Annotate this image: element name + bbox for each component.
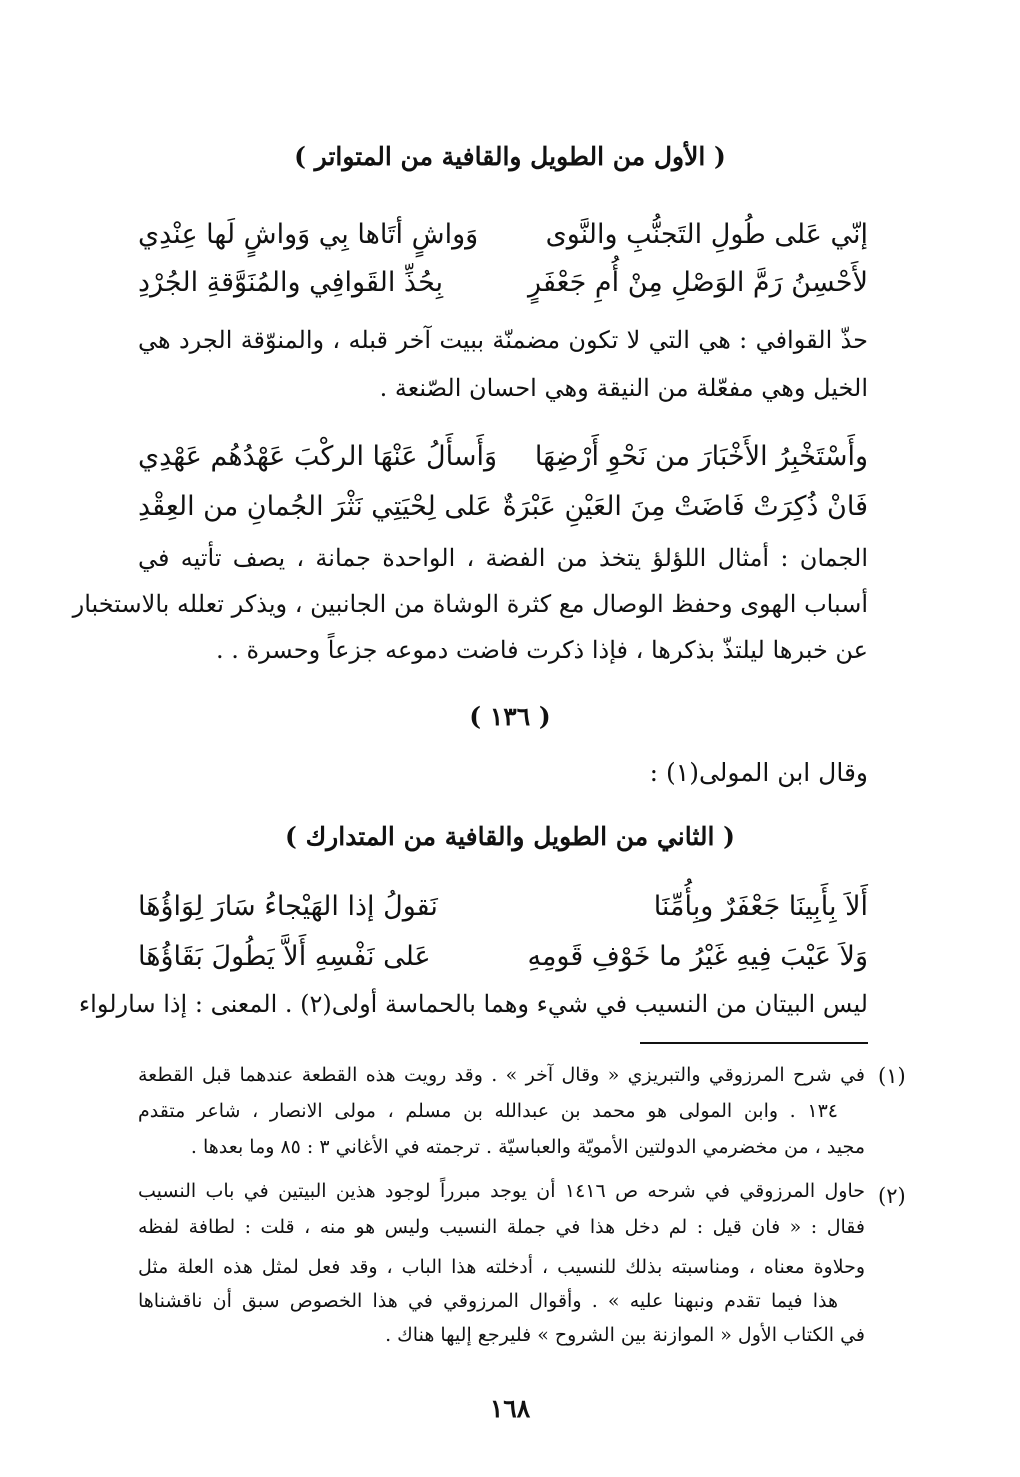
verse-line [138, 484, 868, 528]
verse-line [138, 260, 868, 304]
commentary-line: أسباب الهوى وحفظ الوصال مع كثرة الوشاة من الجانبين ، ويذكر تعلله بالاستخبار [72, 590, 868, 618]
footnote-line: هذا فيما تقدم ونبهنا عليه » . وأقوال المرزوقي في هذا الخصوص سبق أن ناقشناها [138, 1290, 838, 1312]
verse-hemistich-second: وَواشٍ أتَاها بِي وَواشٍ لَها عِنْدِي [138, 218, 479, 250]
verse-hemistich-first: أَلاَ بِأَبِينَا جَعْفَرٌ وبِأُمِّنَا [653, 890, 868, 922]
commentary-line: الجمان : أمثال اللؤلؤ يتخذ من الفضة ، الواحدة جمانة ، يصف تأتيه في [138, 544, 868, 572]
footnote-line: مجيد ، من مخضرمي الدولتين الأمويّة والعباسيّة . ترجمته في الأغاني ٣ : ٨٥ وما بعدها . [190, 1136, 865, 1158]
verse-hemistich-second: عَلى نَفْسِهِ أَلاَّ يَطُولَ بَقَاؤُهَا [138, 940, 431, 972]
verse-hemistich-first: وَلاَ عَيْبَ فِيهِ غَيْرُ ما خَوْفِ قَومِهِ [527, 940, 868, 972]
footnote-divider [640, 1042, 868, 1044]
footnote-line: في شرح المرزوقي والتبريزي « وقال آخر » . وقد رويت هذه القطعة عندهما قبل القطعة [138, 1064, 865, 1086]
verse-hemistich-second: وَأَسأَلُ عَنْهَا الركْبَ عَهْدُهُم عَهْدِي [138, 440, 498, 472]
verse-line [138, 884, 868, 928]
verse-line [138, 212, 868, 256]
commentary-line: الخيل وهي مفعّلة من النيقة وهي احسان الصّنعة . [379, 374, 868, 402]
page-number: ١٦٨ [489, 1394, 531, 1423]
poem-number: ( ١٣٦ ) [469, 702, 551, 731]
verse-hemistich-first: فَانْ ذُكِرَتْ فَاضَتْ مِنَ العَيْنِ عَبْرَةٌ [502, 490, 868, 522]
footnote-line: فقال : « فان قيل : لم دخل هذا في جملة النسيب وليس هو منه ، قلت : لطافة لفظه [138, 1216, 865, 1238]
footnote-line: في الكتاب الأول « الموازنة بين الشروح » فليرجع إليها هناك . [385, 1324, 865, 1346]
verse-line [138, 434, 868, 478]
footnote-line: ١٣٤ . وابن المولى هو محمد بن عبدالله بن مسلم ، مولى الانصار ، شاعر متقدم [138, 1100, 838, 1122]
footnote-line: حاول المرزوقي في شرحه ص ١٤١٦ أن يوجد مبرراً لوجود هذين البيتين في باب النسيب [138, 1180, 865, 1202]
verse-hemistich-first: إنّي عَلى طُولِ التَجنُّبِ والنَّوى [545, 218, 868, 250]
footnote-line: وحلاوة معناه ، ومناسبته بذلك للنسيب ، أدخلته هذا الباب ، وقد فعل لمثل هذه العلة مثل [138, 1256, 865, 1278]
verse-line [138, 934, 868, 978]
commentary-line: حذّ القوافي : هي التي لا تكون مضمنّة ببيت آخر قبله ، والمنوّقة الجرد هي [138, 326, 868, 354]
footnote-number: (١) [878, 1064, 906, 1088]
poem-intro: وقال ابن المولى(١) : [649, 758, 868, 787]
footnote-number: (٢) [878, 1184, 906, 1208]
verse-hemistich-first: وأَسْتَخْبِرُ الأَخْبَارَ من نَحْوِ أَرْضِهَا [534, 440, 868, 472]
commentary-line: عن خبرها ليلتذّ بذكرها ، فإذا ذكرت فاضت دموعه جزعاً وحسرة . . [216, 636, 868, 664]
verse-hemistich-first: لأَحْسِنُ رَمَّ الوَصْلِ مِنْ أُمِ جَعْفَرٍ [528, 266, 868, 298]
meter-heading-1: ( الأول من الطويل والقافية من المتواتر ) [294, 142, 726, 171]
commentary-line: ليس البيتان من النسيب في شيء وهما بالحماسة أولى(٢) . المعنى : إذا سارلواء [78, 990, 868, 1018]
verse-hemistich-second: بِحُذِّ القَوافِي والمُنَوَّقةِ الجُرْدِ [138, 266, 444, 298]
meter-heading-2: ( الثاني من الطويل والقافية من المتدارك ) [285, 822, 735, 851]
verse-hemistich-second: نَقولُ إذا الهَيْجاءُ سَارَ لِوَاؤُهَا [138, 890, 438, 922]
verse-hemistich-second: عَلى لِحْيَتِي نَثْرَ الجُمانِ من العِقْدِ [138, 490, 492, 522]
